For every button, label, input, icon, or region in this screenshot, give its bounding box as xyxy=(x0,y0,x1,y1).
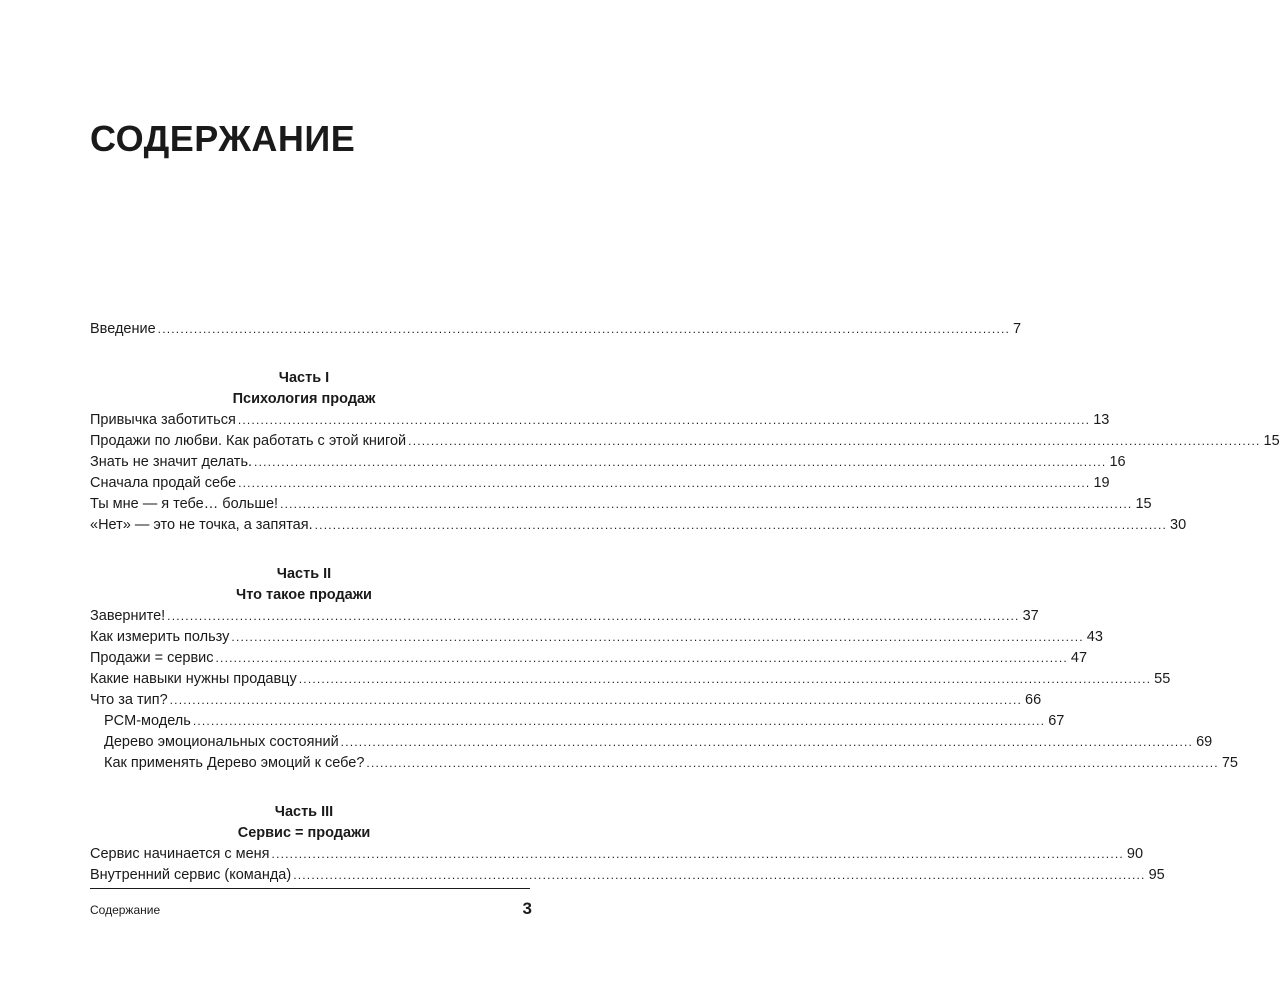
toc-page-number: 55 xyxy=(1154,671,1171,687)
toc-entry-title: Сначала продай себе xyxy=(90,475,237,491)
part-label: Часть III xyxy=(274,804,334,820)
toc-entry-title: Дерево эмоциональных состояний xyxy=(104,734,339,750)
toc-entry-title: «Нет» — это не точка, а запятая. xyxy=(90,517,313,533)
toc-entry xyxy=(90,515,1187,536)
toc-page-number: 90 xyxy=(1126,846,1144,862)
toc-entry xyxy=(90,410,1110,431)
footer-divider xyxy=(90,888,530,889)
toc-page-number: 37 xyxy=(1022,608,1039,624)
part-label: Часть II xyxy=(276,566,332,582)
toc-entry-title: Знать не значит делать. xyxy=(90,454,253,470)
toc-entry xyxy=(90,648,1088,669)
toc-entry xyxy=(90,431,1280,452)
toc-entry xyxy=(90,452,1126,473)
toc-page-number: 47 xyxy=(1070,650,1088,666)
toc-leader: ............................................................................................................................................................................................ xyxy=(408,434,1261,448)
toc-page-number: 95 xyxy=(1148,867,1165,883)
toc-entry-title: PCM-модель xyxy=(104,713,191,729)
toc-entry-title: Какие навыки нужны продавцу xyxy=(90,671,297,687)
toc-page-number: 13 xyxy=(1093,412,1110,428)
toc-leader: ............................................................................................................................................................................................ xyxy=(293,868,1146,882)
toc-page-number: 43 xyxy=(1086,629,1103,645)
toc-entry xyxy=(90,606,1039,627)
toc-leader: ............................................................................................................................................................................................ xyxy=(157,322,1011,336)
toc-entry-title: Ты мне — я тебе… больше! xyxy=(90,496,279,512)
toc-leader: ............................................................................................................................................................................................ xyxy=(314,518,1168,532)
toc-page-number: 15 xyxy=(1263,433,1280,449)
toc-leader: ............................................................................................................................................................................................ xyxy=(167,609,1020,623)
toc-leader: ............................................................................................................................................................................................ xyxy=(238,476,1091,490)
toc-entry-title: Привычка заботиться xyxy=(90,412,236,428)
toc-subentry xyxy=(90,732,1213,753)
toc-entry-title: Что за тип? xyxy=(90,692,168,708)
toc-leader: ............................................................................................................................................................................................ xyxy=(298,672,1152,686)
toc-leader: ............................................................................................................................................................................................ xyxy=(237,413,1091,427)
toc-leader: ............................................................................................................................................................................................ xyxy=(169,693,1023,707)
toc-entry-title: Заверните! xyxy=(90,608,166,624)
toc-entry xyxy=(90,494,1152,515)
toc-leader: ............................................................................................................................................................................................ xyxy=(254,455,1107,469)
toc-entry xyxy=(90,844,1144,865)
toc-leader: ............................................................................................................................................................................................ xyxy=(366,756,1219,770)
toc-entry-title: Как применять Дерево эмоций к себе? xyxy=(104,755,365,771)
toc-leader: ............................................................................................................................................................................................ xyxy=(192,714,1046,728)
toc-page-number: 30 xyxy=(1170,517,1187,533)
footer-page-number: 3 xyxy=(522,899,532,918)
toc-subentry xyxy=(90,753,1238,774)
toc-entry-title: Продажи = сервис xyxy=(90,650,214,666)
table-of-contents xyxy=(90,319,1280,886)
part-heading: Сервис = продажи xyxy=(237,825,371,841)
toc-entry-title: Сервис начинается с меня xyxy=(90,846,270,862)
toc-entry xyxy=(90,669,1171,690)
toc-entry xyxy=(90,473,1110,494)
toc-entry-intro xyxy=(90,319,1022,340)
toc-page-number: 67 xyxy=(1048,713,1065,729)
toc-leader: ............................................................................................................................................................................................ xyxy=(215,651,1068,665)
toc-leader: ............................................................................................................................................................................................ xyxy=(340,735,1194,749)
toc-leader: ............................................................................................................................................................................................ xyxy=(271,847,1124,861)
toc-page-number: 19 xyxy=(1093,475,1110,491)
toc-entry-title: Продажи по любви. Как работать с этой книгой xyxy=(90,433,407,449)
part-heading: Психология продаж xyxy=(232,391,376,407)
toc-page-number: 7 xyxy=(1013,321,1022,337)
footer-running-title: Содержание xyxy=(90,903,161,917)
toc-entry-title: Внутренний сервис (команда) xyxy=(90,867,292,883)
toc-page-number: 69 xyxy=(1196,734,1213,750)
toc-entry-title: Введение xyxy=(90,321,156,337)
toc-page-number: 75 xyxy=(1221,755,1238,771)
page-title: СОДЕРЖАНИЕ xyxy=(90,118,356,159)
toc-leader: ............................................................................................................................................................................................ xyxy=(280,497,1133,511)
toc-entry-title: Как измерить пользу xyxy=(90,629,230,645)
toc-subentry xyxy=(90,711,1065,732)
toc-entry xyxy=(90,865,1165,886)
toc-entry xyxy=(90,690,1042,711)
part-heading: Что такое продажи xyxy=(236,587,372,603)
toc-page-number: 66 xyxy=(1025,692,1042,708)
toc-entry xyxy=(90,627,1103,648)
toc-leader: ............................................................................................................................................................................................ xyxy=(231,630,1084,644)
toc-page-number: 15 xyxy=(1135,496,1152,512)
part-label: Часть I xyxy=(278,370,330,386)
toc-page-number: 16 xyxy=(1109,454,1126,470)
